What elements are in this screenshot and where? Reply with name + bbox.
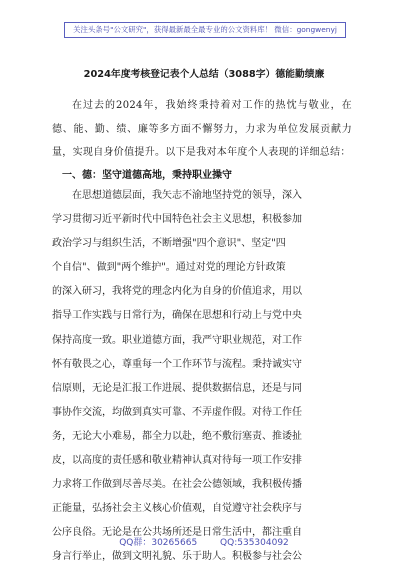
body-line: 身言行举止，做到文明礼貌、乐于助人。积极参与社会公 (52, 551, 302, 563)
body-paragraph (52, 184, 352, 570)
footer-contact (0, 535, 408, 548)
body-line: 指导工作实践与日常行为，确保在思想和行动上与党中央 (52, 310, 302, 322)
body-line: 保持高度一致。职业道德方面，我严守职业规范，对工作 (52, 334, 302, 346)
body-line: 事协作交流，均做到真实可靠、不弄虚作假。对待工作任 (52, 406, 302, 418)
body-line: 学习贯彻习近平新时代中国特色社会主义思想，积极参加 (52, 214, 302, 226)
section-heading: 一、德：坚守道德高地，秉持职业操守 (62, 170, 232, 181)
body-line: 皮，以高度的责任感和敬业精神认真对待每一项工作安排 (52, 455, 302, 467)
header-banner: 关注头条号"公文研究"，获得最新最全最专业的公文资料库！ 微信：gongwenyj (64, 22, 346, 38)
body-line: 个自信"、做到"两个维护"。通过对党的理论方针政策 (52, 262, 286, 274)
body-line: 力求将工作做到尽善尽美。在社会公德领域，我积极传播 (52, 479, 302, 491)
footer-qq-group: QQ群：30265665 (119, 538, 198, 548)
body-line: 正能量，弘扬社会主义核心价值观，自觉遵守社会秩序与 (52, 503, 302, 515)
body-line: 在思想道德层面，我矢志不渝地坚持党的领导，深入 (72, 190, 302, 201)
body-line: 政治学习与组织生活，不断增强"四个意识"、坚定"四 (52, 238, 286, 250)
footer-qq: QQ:535304092 (220, 538, 289, 548)
intro-paragraph: 在过去的2024年，我始终秉持着对工作的热忱与敬业，在德、能、勤、绩、廉等多方面不懈努力，力求为单位发展贡献力量，实现自身价值提升。以下是我对本年度个人表现的详细总结： (52, 100, 352, 159)
body-line: 信原则，无论是汇报工作进展、提供数据信息，还是与同 (52, 382, 302, 394)
document-title: 2024年度考核登记表个人总结（3088字）德能勤绩廉 (83, 69, 325, 80)
body-line: 公序良俗。无论是在公共场所还是日常生活中，都注重自 (52, 527, 302, 539)
body-line: 的深入研习，我将党的理念内化为自身的价值追求，用以 (52, 286, 302, 298)
body-line: 务，无论大小难易，都全力以赴，绝不敷衍塞责、推诿扯 (52, 430, 302, 442)
body-line: 怀有敬畏之心，尊重每一个工作环节与流程。秉持诚实守 (52, 358, 302, 370)
